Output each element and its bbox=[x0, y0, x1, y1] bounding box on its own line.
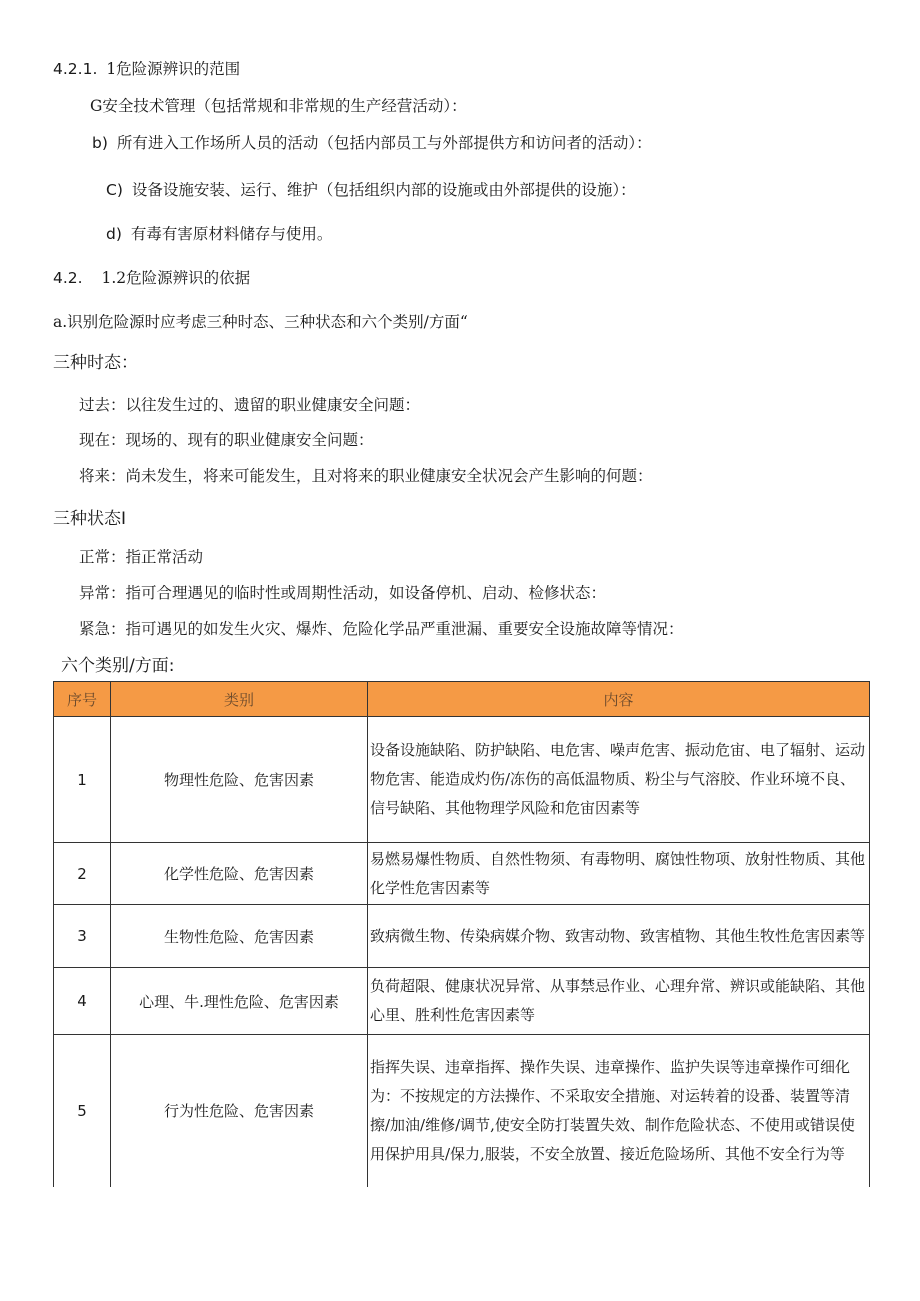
list-item-label: b) bbox=[92, 134, 108, 152]
list-item-label: d) bbox=[106, 225, 122, 243]
row-content: 指挥失误、违章指挥、操作失误、违章操作、监护失误等违章操作可细化为：不按规定的方法操作、不采取安全措施、对运转着的设番、装置等清擦/加油/维修/调节,使安全防打装置失效、制作危险状态、不使用或错误使用保护用具/保力,服装，不安全放置、接近危险场所、其他不安全行为等 bbox=[368, 1035, 870, 1187]
section-number: 4.2. bbox=[53, 269, 83, 287]
categories-table bbox=[53, 681, 870, 1187]
list-item-text: 所有进入工作场所人员的活动（包括内部员工与外部提供方和访问者的活动）： bbox=[116, 134, 652, 152]
state-normal: 正常：指正常活动 bbox=[79, 548, 204, 566]
table-row bbox=[54, 1035, 870, 1187]
row-category: 行为性危险、危害因素 bbox=[111, 1035, 368, 1187]
table-row bbox=[54, 968, 870, 1035]
row-content: 致病微生物、传染病媒介物、致害动物、致害植物、其他生牧性危害因素等 bbox=[368, 905, 870, 968]
row-content: 易燃易爆性物质、自然性物须、有毒物明、腐蚀性物项、放射性物质、其他化学性危害因素等 bbox=[368, 843, 870, 905]
row-category: 生物性危险、危害因素 bbox=[111, 905, 368, 968]
table-row bbox=[54, 717, 870, 843]
column-header-category: 类别 bbox=[111, 682, 368, 717]
row-content: 负荷超限、健康状况异常、从事禁忌作业、心理弁常、辨识或能缺陷、其他心里、胜利性危害因素等 bbox=[368, 968, 870, 1035]
section-4-2-heading bbox=[53, 268, 250, 288]
list-item-b bbox=[92, 133, 652, 153]
tense-past: 过去：以往发生过的、遗留的职业健康安全问题： bbox=[79, 396, 421, 414]
row-number: 3 bbox=[54, 905, 111, 968]
row-category: 物理性危险、危害因素 bbox=[111, 717, 368, 843]
list-item-g bbox=[90, 96, 467, 116]
table-header-row bbox=[54, 682, 870, 717]
list-item-text: 设备设施安装、运行、维护（包括组织内部的设施或由外部提供的设施）： bbox=[131, 181, 636, 199]
list-item-label: C) bbox=[106, 181, 123, 199]
list-item-text: G安全技术管理（包括常规和非常规的生产经营活动）： bbox=[90, 97, 467, 115]
row-number: 4 bbox=[54, 968, 111, 1035]
tenses-heading: 三种时态： bbox=[53, 353, 138, 373]
row-number: 5 bbox=[54, 1035, 111, 1187]
list-item-text: 有毒有害原材料储存与使用。 bbox=[130, 225, 333, 243]
table-row bbox=[54, 843, 870, 905]
row-category: 心理、牛.理性危险、危害因素 bbox=[111, 968, 368, 1035]
column-header-content: 内容 bbox=[368, 682, 870, 717]
tense-present: 现在：现场的、现有的职业健康安全问题： bbox=[79, 431, 374, 449]
categories-heading: 六个类别/方面: bbox=[61, 656, 175, 676]
state-emergency: 紧急：指可遇见的如发生火灾、爆炸、危险化学品严重泄漏、重要安全设施故障等情况： bbox=[79, 620, 684, 638]
tense-future: 将来：尚未发生，将来可能发生，且对将来的职业健康安全状况会产生影响的何题： bbox=[79, 467, 653, 485]
basis-line bbox=[53, 312, 468, 332]
row-number: 2 bbox=[54, 843, 111, 905]
row-content: 设备设施缺陷、防护缺陷、电危害、噪声危害、振动危宙、电了辐射、运动物危害、能造成灼伤/冻伤的高低温物质、粉尘与气溶胶、作业环境不良、信号缺陷、其他物理学风险和危宙因素等 bbox=[368, 717, 870, 843]
list-item-d bbox=[106, 224, 332, 244]
section-title: 1.2危险源辨识的依据 bbox=[101, 269, 251, 287]
state-abnormal: 异常：指可合理遇见的临时性或周期性活动，如设备停机、启动、检修状态： bbox=[79, 584, 607, 602]
list-item-c bbox=[106, 180, 636, 200]
section-title: 1危险源辨识的范围 bbox=[106, 60, 241, 78]
section-number: 4.2.1. bbox=[53, 60, 98, 78]
basis-text: a.识别危险源时应考虑三种时态、三种状态和六个类别/方面“ bbox=[53, 313, 468, 331]
row-number: 1 bbox=[54, 717, 111, 843]
table-row bbox=[54, 905, 870, 968]
column-header-no: 序号 bbox=[54, 682, 111, 717]
section-4-2-1-heading bbox=[53, 59, 240, 79]
row-category: 化学性危险、危害因素 bbox=[111, 843, 368, 905]
states-heading: 三种状态I bbox=[53, 509, 127, 529]
